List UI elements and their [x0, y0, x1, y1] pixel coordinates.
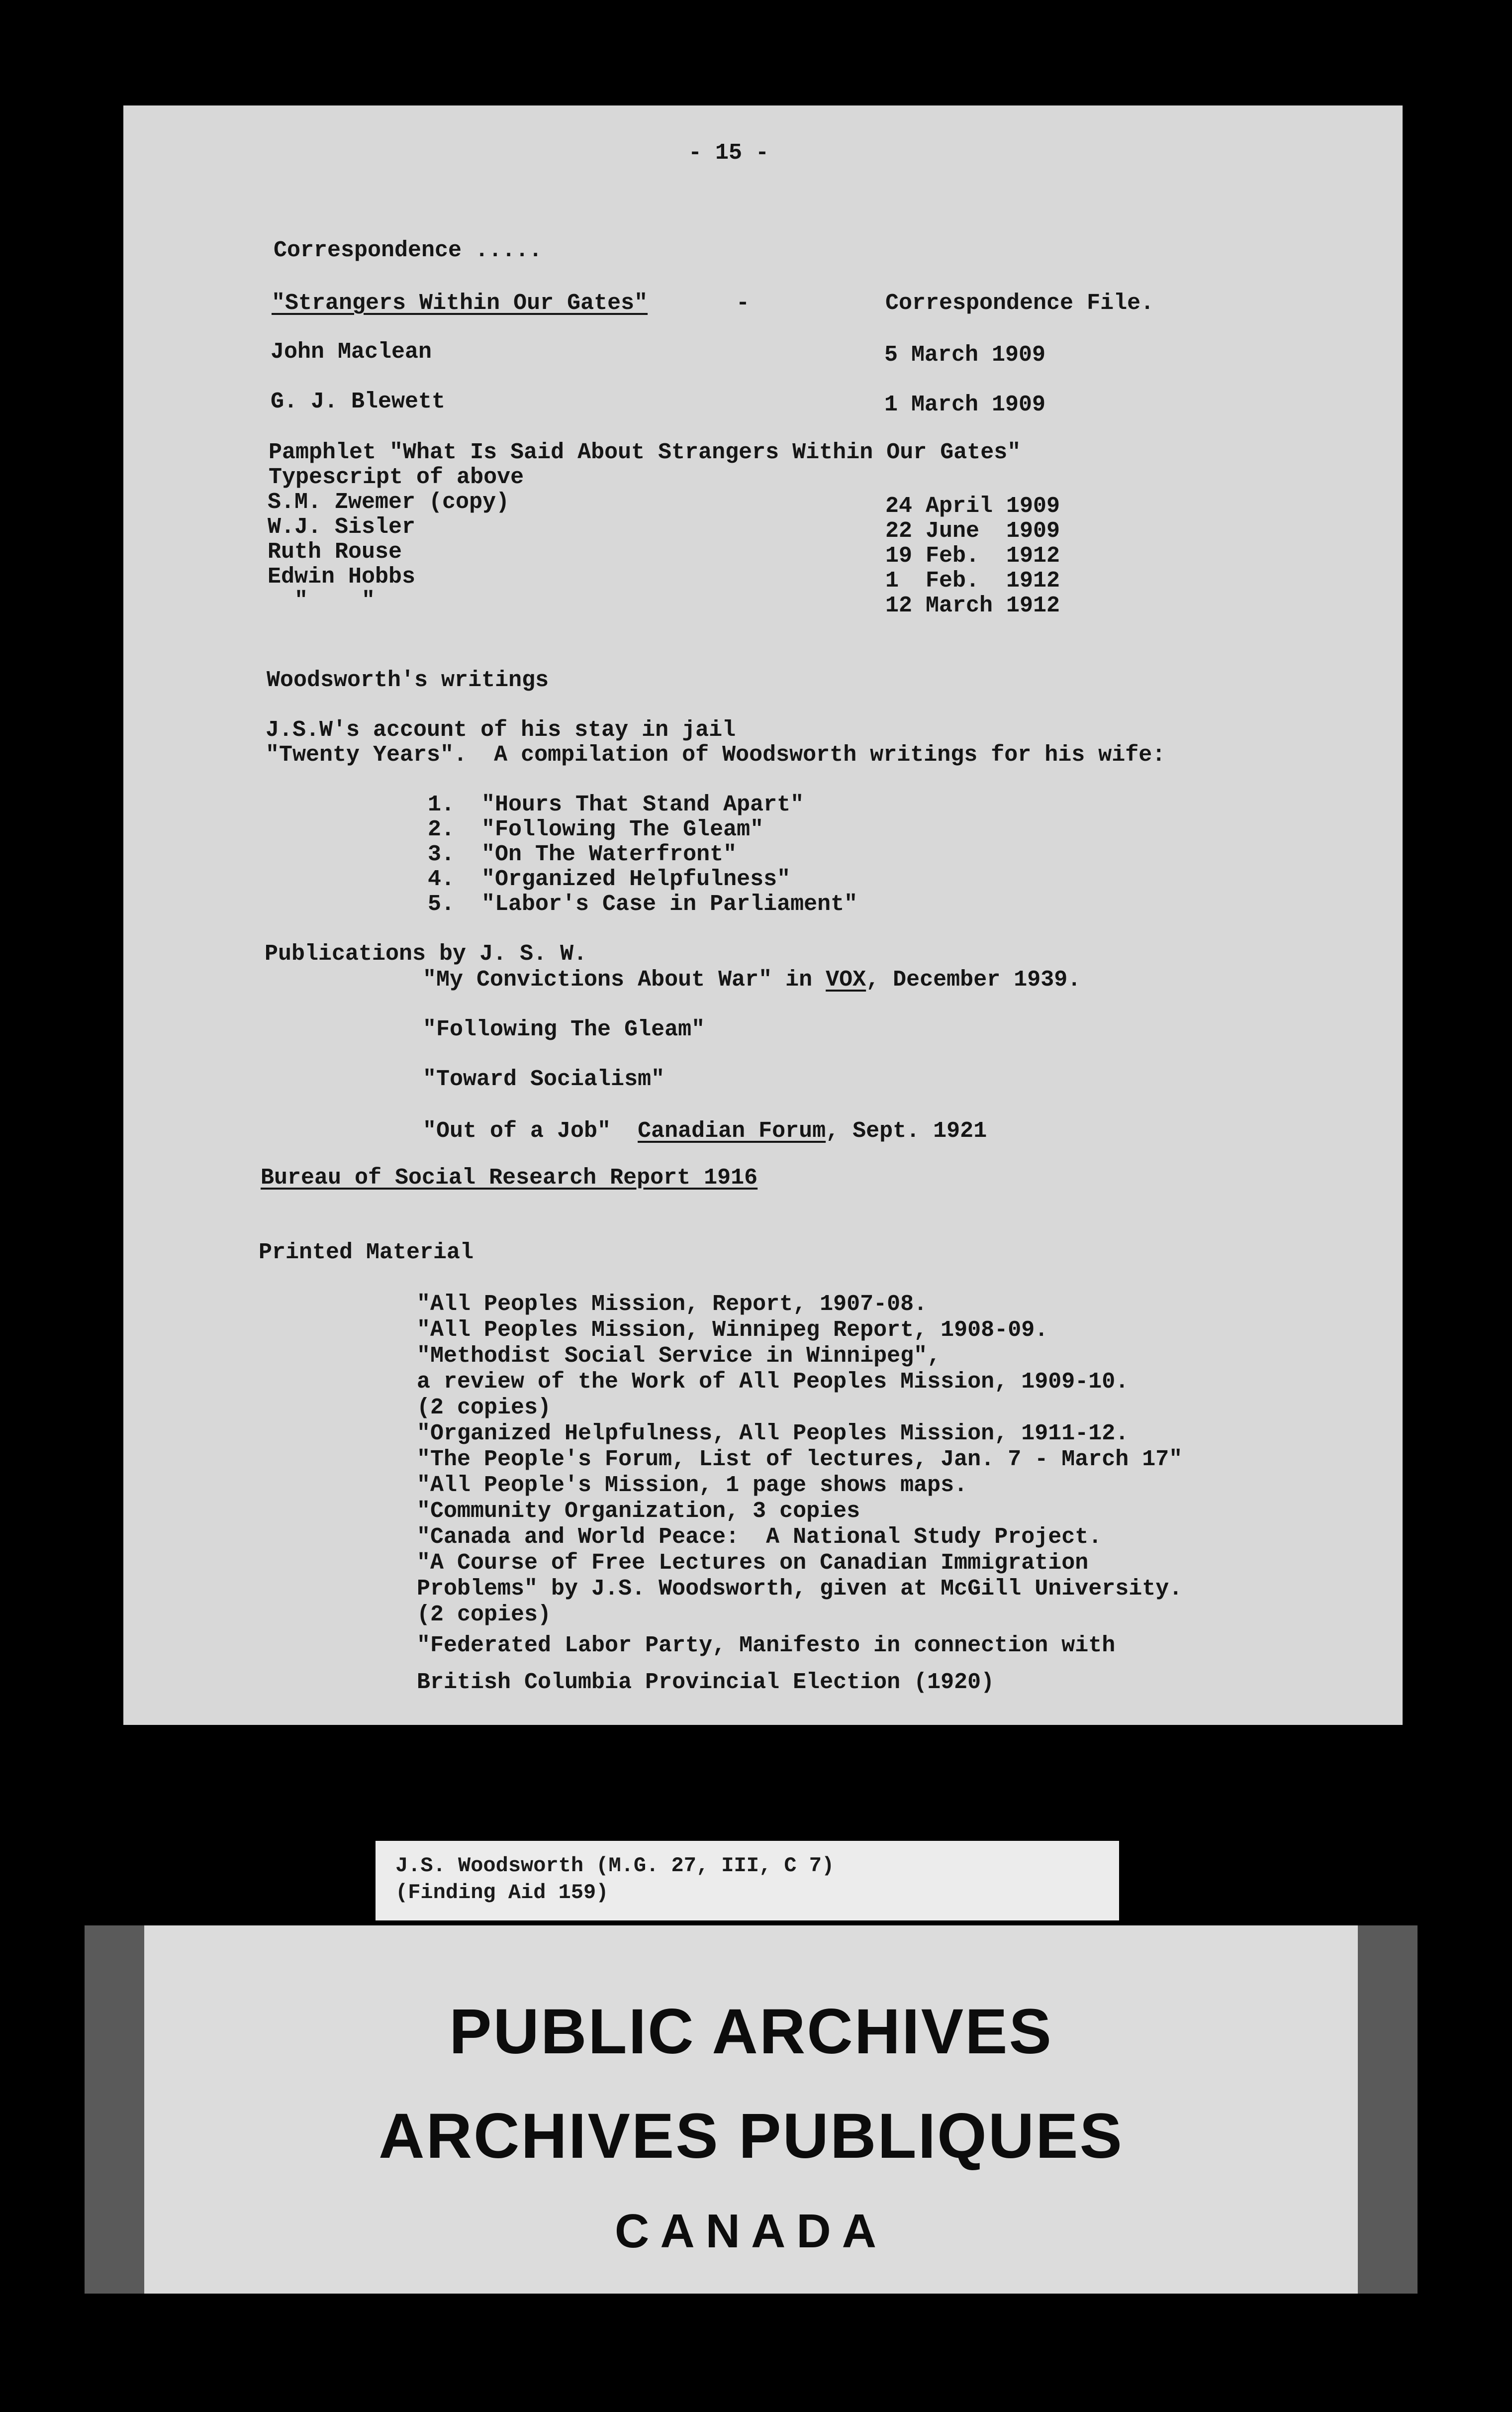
publication-source: VOX: [826, 967, 866, 993]
letter-date: 22 June 1909: [885, 518, 1060, 544]
banner-country: CANADA: [615, 2205, 887, 2258]
file-title: "Strangers Within Our Gates": [272, 291, 648, 316]
section-heading: Correspondence .....: [274, 238, 543, 263]
title-dash: -: [736, 291, 750, 316]
writings-item: 3. "On The Waterfront": [428, 842, 737, 867]
publication-item: "Toward Socialism": [423, 1067, 665, 1092]
correspondent-name: G. J. Blewett: [271, 389, 446, 414]
writings-item: 2. "Following The Gleam": [428, 817, 764, 842]
label-line: (Finding Aid 159): [395, 1881, 609, 1905]
page-number: - 15 -: [688, 140, 769, 166]
letter-date: 24 April 1909: [885, 494, 1060, 519]
publication-item: "Following The Gleam": [423, 1017, 705, 1042]
file-label: Correspondence File.: [885, 291, 1154, 316]
writings-line: J.S.W's account of his stay in jail: [266, 717, 736, 743]
letter-name: W.J. Sisler: [268, 514, 416, 540]
label-line: J.S. Woodsworth (M.G. 27, III, C 7): [395, 1854, 835, 1878]
printed-item: "Methodist Social Service in Winnipeg",: [417, 1343, 941, 1369]
letter-name: Ruth Rouse: [268, 539, 402, 565]
letter-name: " ": [268, 588, 376, 613]
printed-item: a review of the Work of All Peoples Mission, 1909-10.: [417, 1369, 1129, 1395]
printed-heading: Printed Material: [259, 1240, 474, 1265]
writings-item: 4. "Organized Helpfulness": [428, 867, 791, 892]
publication-title: "My Convictions About War" in: [423, 967, 826, 993]
printed-list: [417, 1292, 1182, 1696]
document-page: [123, 105, 1403, 1725]
printed-item: "All Peoples Mission, Winnipeg Report, 1908-09.: [417, 1317, 1048, 1343]
finding-aid-label: [376, 1841, 1119, 1920]
printed-item: "All Peoples Mission, Report, 1907-08.: [417, 1292, 928, 1317]
writings-heading: Woodsworth's writings: [267, 668, 549, 693]
letter-name: Edwin Hobbs: [268, 564, 416, 590]
banner-title-fr: ARCHIVES PUBLIQUES: [378, 2101, 1124, 2172]
letter-name: S.M. Zwemer (copy): [268, 490, 510, 515]
printed-item: (2 copies): [417, 1395, 552, 1420]
pamphlet-line: Typescript of above: [269, 465, 524, 490]
printed-item: "Organized Helpfulness, All Peoples Mission, 1911-12.: [417, 1421, 1129, 1446]
publication-title: "Out of a Job": [423, 1118, 638, 1144]
pamphlet-line: Pamphlet "What Is Said About Strangers Within Our Gates": [269, 440, 1021, 465]
public-archives-banner: [85, 1925, 1418, 2294]
correspondent-name: John Maclean: [271, 339, 432, 365]
writings-item: 1. "Hours That Stand Apart": [428, 792, 804, 817]
writings-item: 5. "Labor's Case in Parliament": [428, 892, 858, 917]
printed-item: "Canada and World Peace: A National Study Project.: [417, 1524, 1102, 1550]
letter-date: 19 Feb. 1912: [885, 543, 1060, 569]
letter-date: 12 March 1912: [885, 593, 1060, 618]
banner-title-en: PUBLIC ARCHIVES: [449, 1996, 1053, 2067]
writings-line: "Twenty Years". A compilation of Woodsworth writings for his wife:: [266, 742, 1166, 768]
bureau-report: Bureau of Social Research Report 1916: [261, 1165, 758, 1191]
correspondent-date: 1 March 1909: [884, 392, 1046, 417]
publication-item: [423, 1118, 987, 1144]
publication-source: Canadian Forum: [638, 1118, 826, 1144]
printed-item: British Columbia Provincial Election (1920): [417, 1670, 995, 1695]
printed-item: "All People's Mission, 1 page shows maps.: [417, 1473, 968, 1498]
printed-item: "A Course of Free Lectures on Canadian Immigration: [417, 1550, 1089, 1576]
printed-item: (2 copies): [417, 1602, 552, 1627]
correspondent-date: 5 March 1909: [884, 342, 1046, 368]
publication-date: , December 1939.: [866, 967, 1081, 993]
printed-item: "Community Organization, 3 copies: [417, 1499, 860, 1524]
letter-date: 1 Feb. 1912: [885, 568, 1060, 594]
printed-item: "The People's Forum, List of lectures, Jan. 7 - March 17": [417, 1447, 1183, 1472]
publication-date: , Sept. 1921: [826, 1118, 987, 1144]
publication-item: [423, 967, 1081, 993]
printed-item: "Federated Labor Party, Manifesto in connection with: [417, 1633, 1116, 1658]
publications-heading: Publications by J. S. W.: [265, 941, 587, 967]
printed-item: Problems" by J.S. Woodsworth, given at McGill University.: [417, 1576, 1183, 1602]
